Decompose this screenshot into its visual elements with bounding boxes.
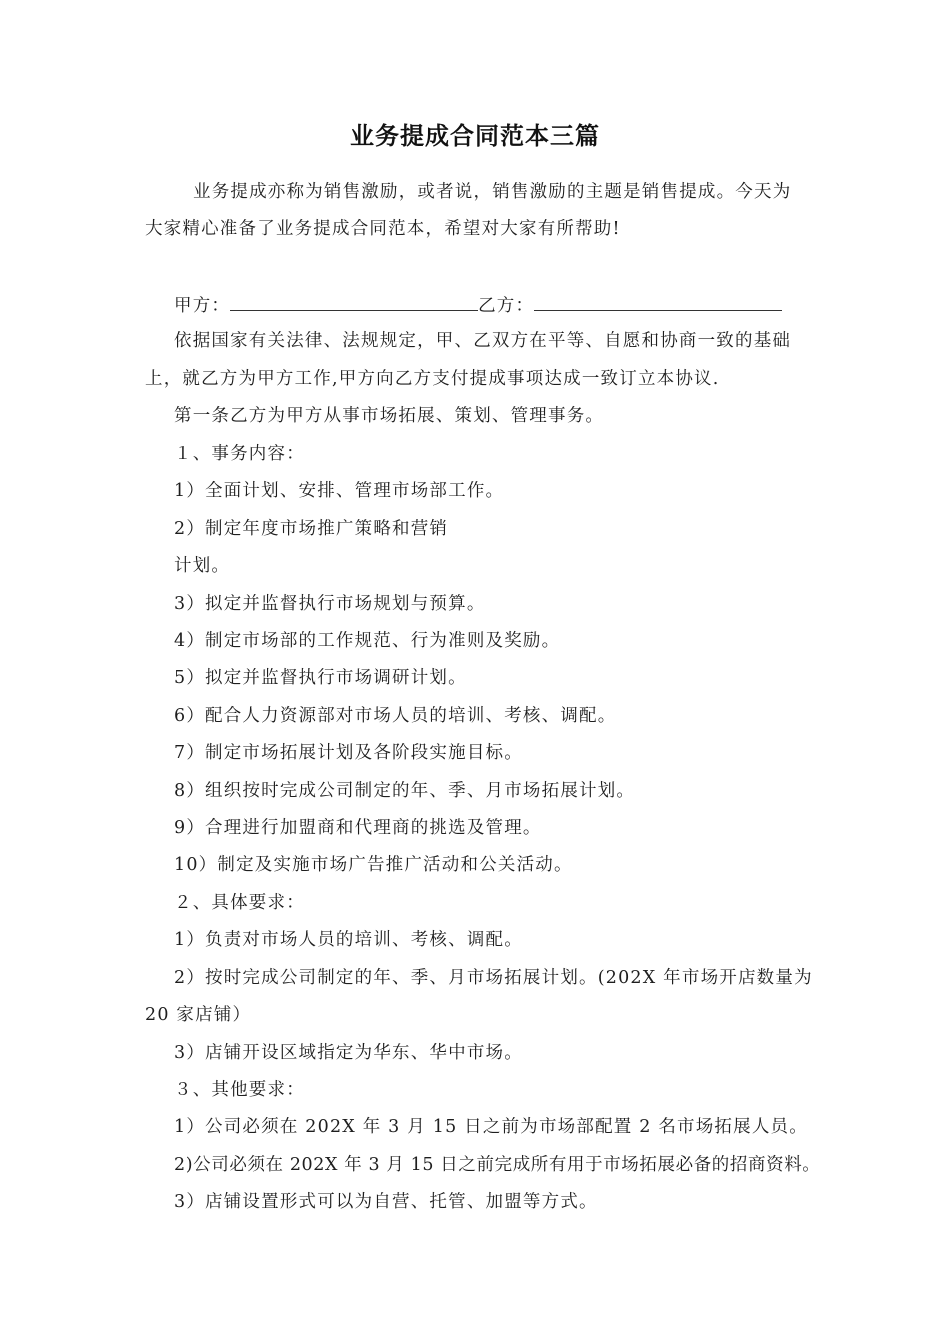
intro-paragraph-line-1: 业务提成亦称为销售激励，或者说，销售激励的主题是销售提成。今天为: [193, 182, 792, 202]
section-1-item: 3）拟定并监督执行市场规划与预算。: [174, 594, 486, 614]
section-2-item: 2）按时完成公司制定的年、季、月市场拓展计划。(202X 年市场开店数量为: [174, 968, 813, 988]
section-2-item: 1）负责对市场人员的培训、考核、调配。: [174, 930, 523, 950]
section-1-item: 计划。: [174, 556, 231, 576]
section-3-heading: ３、其他要求：: [174, 1080, 305, 1100]
party-a-label: 甲方：: [174, 296, 231, 316]
section-3-item: 3）店铺设置形式可以为自营、托管、加盟等方式。: [174, 1192, 598, 1212]
section-3-item: 1）公司必须在 202X 年 3 月 15 日之前为市场部配置 2 名市场拓展人员。: [174, 1117, 808, 1137]
section-1-item: 8）组织按时完成公司制定的年、季、月市场拓展计划。: [174, 781, 636, 801]
basis-paragraph-line-2: 上，就乙方为甲方工作,甲方向乙方支付提成事项达成一致订立本协议.: [145, 369, 720, 389]
section-1-heading: １、事务内容：: [174, 444, 305, 464]
section-3-item: 2)公司必须在 202X 年 3 月 15 日之前完成所有用于市场拓展必备的招商资料。: [174, 1155, 821, 1175]
section-1-item: 1）全面计划、安排、管理市场部工作。: [174, 481, 505, 501]
intro-paragraph-line-2: 大家精心准备了业务提成合同范本，希望对大家有所帮助!: [145, 219, 621, 239]
section-1-item: 6）配合人力资源部对市场人员的培训、考核、调配。: [174, 706, 617, 726]
section-2-heading: ２、具体要求：: [174, 893, 305, 913]
section-1-item: 10）制定及实施市场广告推广活动和公关活动。: [174, 855, 573, 875]
section-1-item: 9）合理进行加盟商和代理商的挑选及管理。: [174, 818, 542, 838]
section-1-item: 2）制定年度市场推广策略和营销: [174, 519, 449, 539]
document-title: 业务提成合同范本三篇: [350, 122, 600, 150]
basis-paragraph-line-1: 依据国家有关法律、法规规定，甲、乙双方在平等、自愿和协商一致的基础: [174, 331, 792, 351]
section-1-item: 5）拟定并监督执行市场调研计划。: [174, 668, 467, 688]
party-a-blank: [230, 292, 478, 311]
party-line: [174, 292, 782, 318]
section-1-item: 4）制定市场部的工作规范、行为准则及奖励。: [174, 631, 561, 651]
section-2-item: 3）店铺开设区域指定为华东、华中市场。: [174, 1043, 523, 1063]
party-b-blank: [534, 292, 782, 311]
section-2-item: 20 家店铺）: [145, 1005, 252, 1025]
article-1: 第一条乙方为甲方从事市场拓展、策划、管理事务。: [174, 406, 605, 426]
section-1-item: 7）制定市场拓展计划及各阶段实施目标。: [174, 743, 523, 763]
party-b-label: 乙方：: [478, 296, 535, 316]
